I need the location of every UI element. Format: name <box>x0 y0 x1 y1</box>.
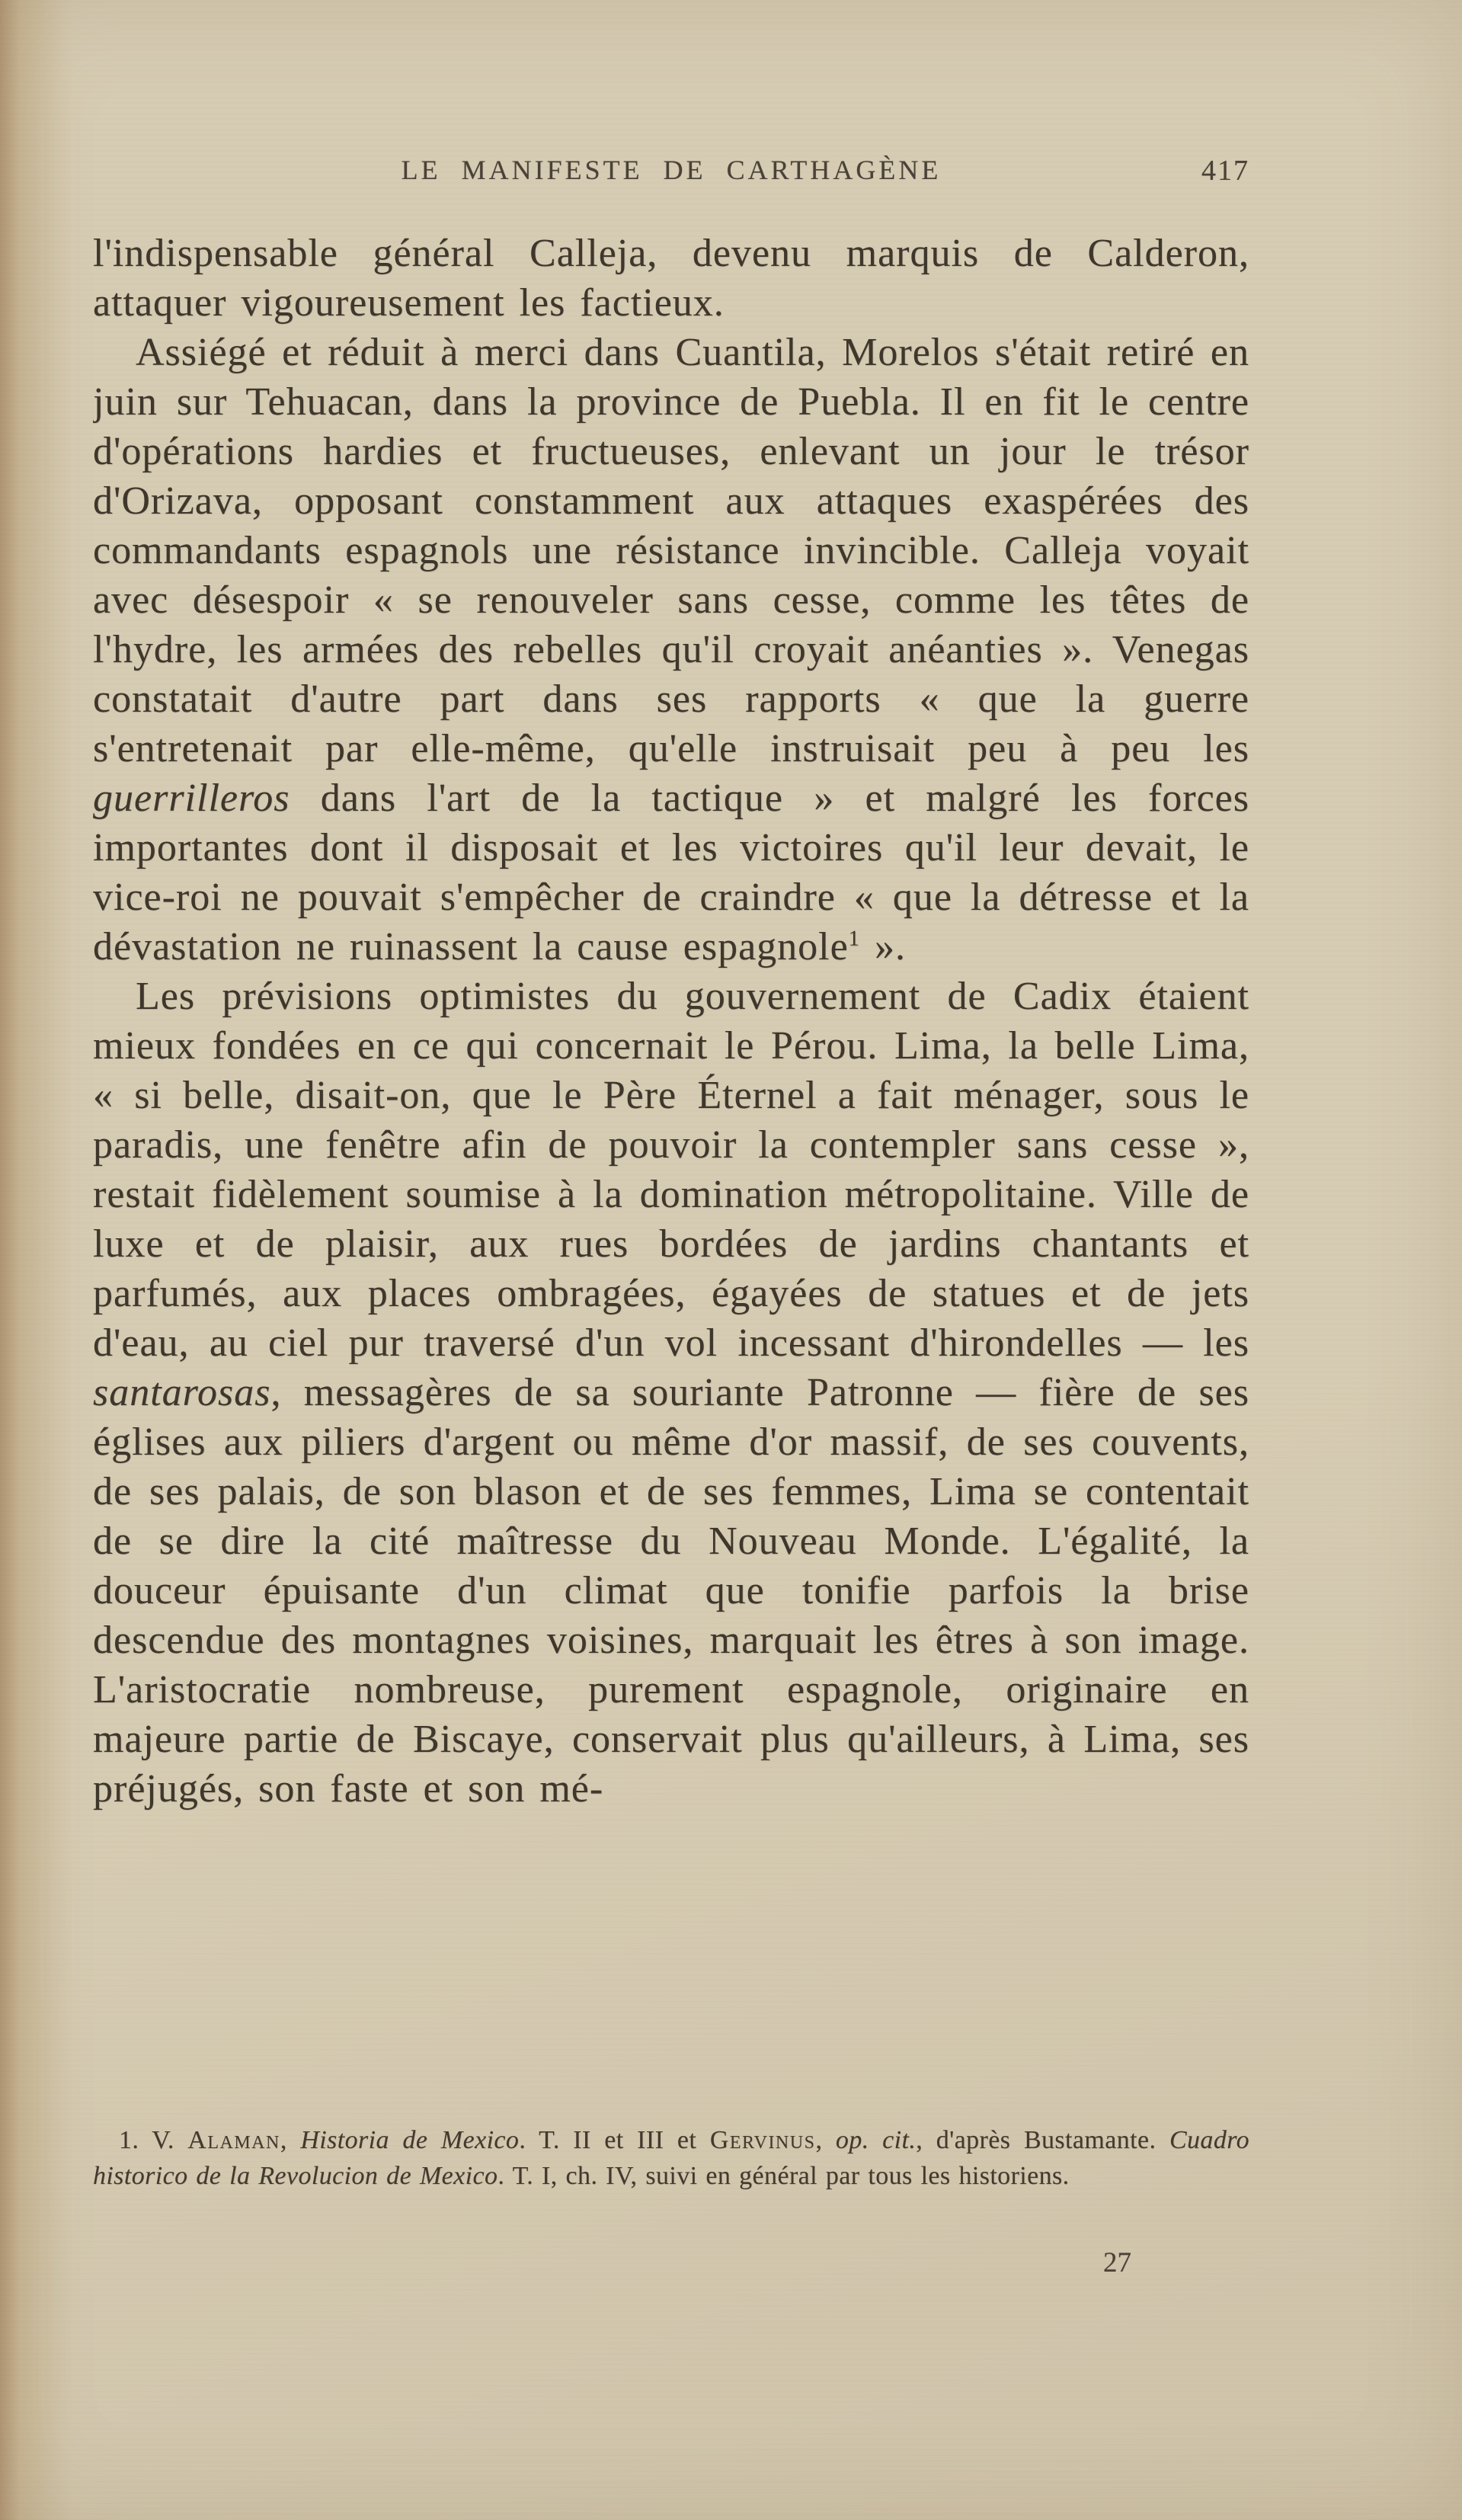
text-segment: dans l'art de la tactique » et malgré les forces importantes dont il disposait et les victoires qu'il leur devait, le vice-roi ne pouvait s'empêcher de craindre « que la détresse et la dévastation ne ruinassent la cause espagnole <box>93 776 1249 969</box>
signature-number: 27 <box>1103 2247 1131 2278</box>
text-segment: . T. I, ch. IV, suivi en général par tous les historiens. <box>497 2162 1070 2190</box>
text-segment-sc: Gervinus <box>709 2126 816 2154</box>
text-segment: 1. V. <box>119 2126 188 2154</box>
text-segment: , messagères de sa souriante Patronne — fière de ses églises aux piliers d'argent ou même d'or massif, de ses couvents, de ses palais, de son blason et de ses femmes, Lima se contentait de se dire la cité maîtresse du Nouveau Monde. L'égalité, la douceur épuisante d'un climat que tonifie parfois la brise descendue des montagnes voisines, marquait les êtres à son image. L'aristocratie nombreuse, purement espagnole, originaire en majeure partie de Biscaye, conservait plus qu'ailleurs, à Lima, ses préjugés, son faste et son mé- <box>93 1371 1249 1811</box>
text-segment-sup: 1 <box>848 927 860 951</box>
text-segment-i: Cuadro historico de la Revolucion de Mexico <box>93 2126 1249 2190</box>
text-segment-i: santarosas <box>93 1371 271 1414</box>
text-segment-i: guerrilleros <box>93 776 290 820</box>
text-segment: , <box>815 2126 836 2154</box>
text-segment: Les prévisions optimistes du gouvernement de Cadix étaient mieux fondées en ce qui concernait le Pérou. Lima, la belle Lima, « si belle, disait-on, que le Père Éternel a fait ménager, sous le paradis, une fenêtre afin de pouvoir la contempler sans cesse », restait fidèlement soumise à la domination métropolitaine. Ville de luxe et de plaisir, aux rues bordées de jardins chantants et parfumés, aux places ombragées, égayées de statues et de jets d'eau, au ciel pur traversé d'un vol incessant d'hirondelles — les <box>93 975 1249 1365</box>
paragraph-continuation <box>93 229 1249 328</box>
text-segment: ». <box>859 925 906 969</box>
page-header <box>93 154 1249 194</box>
text-segment: Assiégé et réduit à merci dans Cuantila, Morelos s'était retiré en juin sur Tehuacan, dans la province de Puebla. Il en fit le centre d'opérations hardies et fructueuses, enlevant un jour le trésor d'Orizava, opposant constamment aux attaques exaspérées des commandants espagnols une résistance invincible. Calleja voyait avec désespoir « se renouveler sans cesse, comme les têtes de l'hydre, les armées des rebelles qu'il croyait anéanties ». Venegas constatait d'autre part dans ses rapports « que la guerre s'entretenait par elle-même, qu'elle instruisait peu à peu les <box>93 331 1249 770</box>
page-number: 417 <box>1201 155 1249 187</box>
paragraph <box>93 328 1249 972</box>
text-segment-i: Historia de Mexico <box>300 2126 520 2154</box>
footnote <box>93 2122 1249 2194</box>
text-segment: . T. II et III et <box>519 2126 710 2154</box>
body-text <box>93 229 1249 2080</box>
text-segment: , <box>280 2126 301 2154</box>
paragraph <box>93 972 1249 1814</box>
text-segment-sc: Alaman <box>187 2126 280 2154</box>
running-title: LE MANIFESTE DE CARTHAGÈNE <box>401 155 942 185</box>
text-segment: l'indispensable général Calleja, devenu marquis de Calderon, attaquer vigoureusement les factieux. <box>93 232 1249 325</box>
text-segment-i: op. cit. <box>835 2126 917 2154</box>
text-segment: , d'après Bustamante. <box>916 2126 1169 2154</box>
